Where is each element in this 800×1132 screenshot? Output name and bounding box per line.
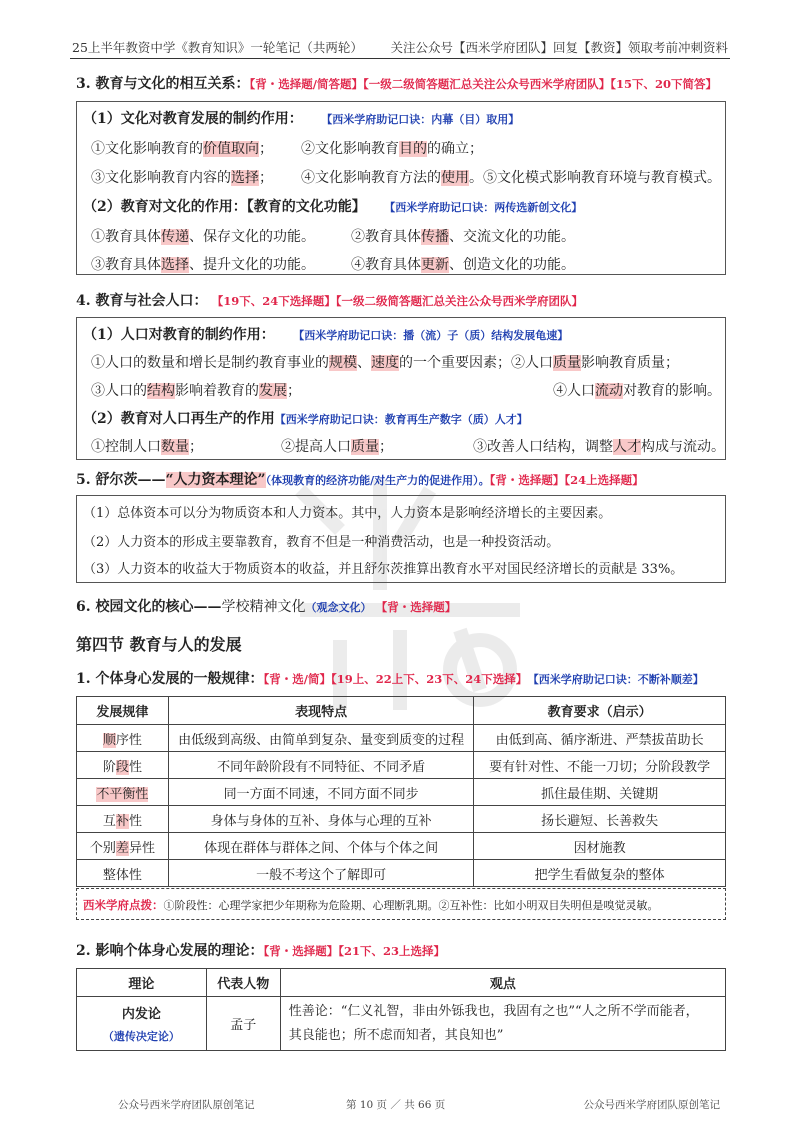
theory-table (76, 968, 726, 1051)
s3-title: 3. 教育与文化的相互关系： (76, 76, 250, 92)
tip-text: ①阶段性：心理学家把少年期称为危险期、心理断乳期。②互补性：比如小明双目失明但是嗅觉灵敏。 (163, 899, 659, 912)
s4-p1-item-4: ④人口流动对教育的影响。 (553, 383, 721, 399)
s3-p2-item-4: ④教育具体更新、创造文化的功能。 (351, 257, 575, 273)
law-cell: 整体性 (77, 860, 169, 887)
view-line-2: 其良能也；所不虑而知者，其良知也” (288, 1027, 504, 1043)
s4-p2-item-3: ③改善人口结构，调整人才构成与流动。 (473, 439, 725, 455)
s3-p1-item-2: ②文化影响教育目的的确立； (301, 141, 483, 157)
footer-right: 公众号西米学府团队原创笔记 (583, 1099, 720, 1111)
s3-p2-item-1: ①教育具体传递、保存文化的功能。 (91, 229, 315, 245)
s3-p2-item-2: ②教育具体传播、交流文化的功能。 (351, 229, 575, 245)
s4-p1-item-3: ③人口的结构影响着教育的发展； (91, 383, 301, 399)
development-table (76, 696, 726, 887)
feature-cell: 身体与身体的互补、身体与心理的互补 (168, 806, 474, 833)
law-cell: 个别差异性 (77, 833, 169, 860)
requirement-cell: 抓住最佳期、关键期 (474, 779, 726, 806)
theory-note: （遗传决定论） (102, 1030, 180, 1043)
law-cell: 互补性 (77, 806, 169, 833)
s4-p1-heading (83, 324, 568, 344)
table-row (77, 779, 726, 806)
s6-rest: 学校精神文化 (221, 599, 306, 615)
header-left-text: 25上半年教资中学《教育知识》一轮笔记（共两轮） (72, 40, 363, 55)
table-header: 发展规律 (77, 697, 169, 725)
s41-tags: 【背・选/简】【19上、22上下、23下、24下选择】 (263, 672, 528, 686)
s4-p2-heading (83, 408, 528, 428)
s5-heading (76, 469, 644, 489)
s5-note: （体现教育的经济功能/对生产力的促进作用）。 (265, 474, 490, 487)
s5-line-3: （3）人力资本的收益大于物质资本的收益，并且舒尔茨推算出教育水平对国民经济增长的贡献是 33%。 (83, 562, 684, 577)
s3-p2-item-3: ③教育具体选择、提升文化的功能。 (91, 257, 315, 273)
page-number: 第 10 页 ／ 共 66 页 (346, 1099, 446, 1111)
table-row (77, 860, 726, 887)
s5-title-highlight: “人力资本理论” (165, 472, 266, 488)
s3-p2-title: （2）教育对文化的作用：【教育的文化功能】 (83, 199, 366, 215)
s4-p2-title: （2）教育对人口再生产的作用 (83, 411, 275, 427)
s4-heading (76, 290, 583, 310)
table-header: 观点 (280, 969, 725, 997)
s3-p1-item-5: ⑤文化模式影响教育环境与教育模式。 (483, 170, 721, 186)
s3-p1-heading (83, 108, 519, 128)
footer-left: 公众号西米学府团队原创笔记 (118, 1099, 255, 1111)
s3-p1-item-4: ④文化影响教育方法的使用。 (301, 170, 483, 186)
s3-heading (76, 73, 717, 93)
s3-p1-title: （1）文化对教育发展的制约作用： (83, 111, 303, 127)
table-header: 理论 (77, 969, 207, 997)
table-header: 表现特点 (168, 697, 474, 725)
feature-cell: 不同年龄阶段有不同特征、不同矛盾 (168, 752, 474, 779)
s3-p2-mnemonic: 【西米学府助记口诀：两传选新创文化】 (384, 201, 583, 214)
s4-tags: 【19下、24下选择题】【一级二级简答题汇总关注公众号西米学府团队】 (217, 294, 584, 308)
section-title: 第四节 教育与人的发展 (76, 635, 242, 654)
feature-cell: 一般不考这个了解即可 (168, 860, 474, 887)
law-cell: 阶段性 (77, 752, 169, 779)
s3-box (76, 101, 726, 275)
s3-p1-item-3: ③文化影响教育内容的选择； (91, 170, 273, 186)
header-right-text: 关注公众号【西米学府团队】回复【教资】领取考前冲刺资料 (390, 40, 728, 55)
theory-name: 内发论 (121, 1007, 161, 1022)
s4-p2-mnemonic: 【西米学府助记口诀：教育再生产数字（质）人才】 (274, 413, 528, 426)
s6-note: （观念文化） (305, 601, 372, 614)
s3-p1-item-1: ①文化影响教育的价值取向； (91, 141, 273, 157)
requirement-cell: 因材施教 (474, 833, 726, 860)
svg-text:西米学府: 西米学府 (408, 715, 412, 716)
table-header: 教育要求（启示） (474, 697, 726, 725)
requirement-cell: 扬长避短、长善救失 (474, 806, 726, 833)
s4-p1-item-1: ①人口的数量和增长是制约教育事业的规模、速度的一个重要因素； (91, 355, 511, 371)
s4-p1-title: （1）人口对教育的制约作用： (83, 327, 275, 343)
table-header-row (77, 697, 726, 725)
law-cell: 不平衡性 (77, 779, 169, 806)
s6-heading (76, 596, 456, 616)
law-cell: 顺序性 (77, 725, 169, 752)
s5-line-1: （1）总体资本可以分为物质资本和人力资本。其中，人力资本是影响经济增长的主要因素。 (83, 506, 612, 521)
table-header: 代表人物 (206, 969, 280, 997)
feature-cell: 体现在群体与群体之间、个体与个体之间 (168, 833, 474, 860)
feature-cell: 由低级到高级、由简单到复杂、量变到质变的过程 (168, 725, 474, 752)
s42-tags: 【背・选择题】【21下、23上选择】 (263, 944, 446, 958)
s41-heading (76, 668, 704, 688)
table-row (77, 806, 726, 833)
s41-title: 1. 个体身心发展的一般规律： (76, 671, 264, 687)
feature-cell: 同一方面不同速，不同方面不同步 (168, 779, 474, 806)
tip-label: 西米学府点拨： (83, 898, 164, 912)
view-line-1: 性善论：“仁义礼智，非由外铄我也，我固有之也”“人之所不学而能者， (288, 1003, 699, 1019)
s42-title: 2. 影响个体身心发展的理论： (76, 943, 264, 959)
view-cell (280, 997, 725, 1051)
theory-cell (77, 997, 207, 1051)
s5-box (76, 495, 726, 583)
s5-tags: 【背・选择题】【24上选择题】 (489, 473, 644, 487)
table-row (77, 725, 726, 752)
s4-p1-mnemonic: 【西米学府助记口诀：播（流）子（质）结构发展龟速】 (293, 329, 569, 342)
s4-p2-item-1: ①控制人口数量； (91, 439, 203, 455)
s4-p2-item-2: ②提高人口质量； (281, 439, 393, 455)
requirement-cell: 把学生看做复杂的整体 (474, 860, 726, 887)
s42-heading (76, 940, 445, 960)
table-header-row (77, 969, 726, 997)
person-cell: 孟子 (206, 997, 280, 1051)
requirement-cell: 由低到高、循序渐进、严禁拔苗助长 (474, 725, 726, 752)
page-footer (70, 1097, 730, 1113)
s4-box (76, 317, 726, 460)
s5-title: 5. 舒尔茨—— (76, 472, 166, 488)
s6-tags: 【背・选择题】 (381, 600, 457, 614)
s5-line-2: （2）人力资本的形成主要靠教育，教育不但是一种消费活动，也是一种投资活动。 (83, 535, 560, 550)
table-row (77, 833, 726, 860)
table-row (77, 997, 726, 1051)
tip-box (76, 888, 726, 920)
s6-title: 6. 校园文化的核心—— (76, 599, 222, 615)
table-row (77, 752, 726, 779)
s4-p1-item-2: ②人口质量影响教育质量； (511, 355, 679, 371)
s3-p1-mnemonic: 【西米学府助记口诀：内幕（目）取用】 (321, 113, 520, 126)
s3-tags: 【背・选择题/简答题】【一级二级简答题汇总关注公众号西米学府团队】【15下、20下简答】 (249, 77, 717, 91)
s41-mnemonic: 【西米学府助记口诀：不断补顺差】 (533, 673, 704, 686)
s3-p2-heading (83, 196, 582, 216)
s4-title: 4. 教育与社会人口： (76, 293, 208, 309)
requirement-cell: 要有针对性、不能一刀切；分阶段教学 (474, 752, 726, 779)
page-header (70, 36, 730, 59)
